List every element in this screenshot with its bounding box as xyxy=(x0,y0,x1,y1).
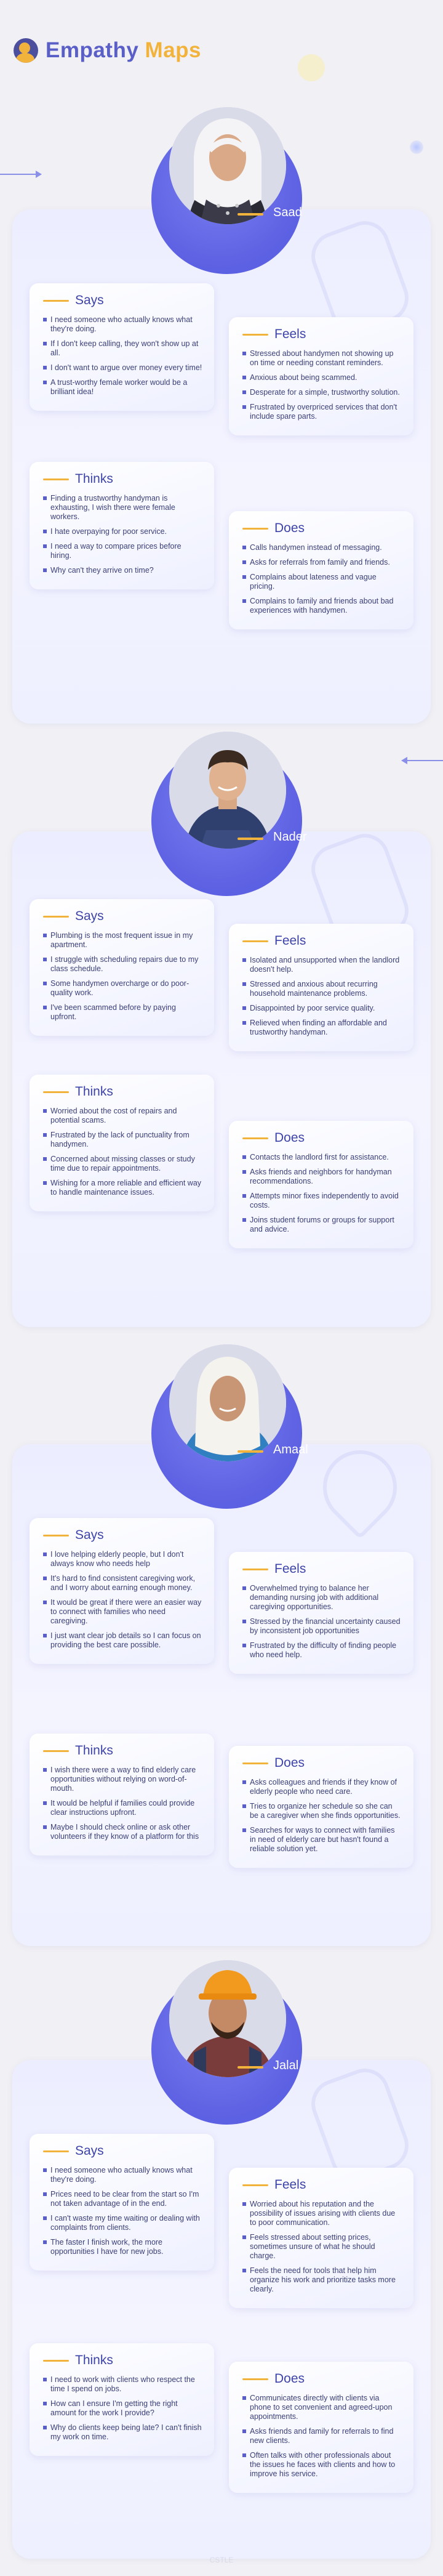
list-item: Some handymen overcharge or do poor-quality work. xyxy=(43,979,203,998)
list-item: It would be great if there were an easier way to connect with families who need caregiving. xyxy=(43,1598,203,1626)
avatar xyxy=(169,1960,286,2077)
list-item: I wish there were a way to find elderly care opportunities without relying on word-of-mouth. xyxy=(43,1766,203,1793)
sun-decoration xyxy=(298,54,325,81)
feels-panel xyxy=(229,317,413,435)
list-item: Calls handymen instead of messaging. xyxy=(242,543,402,552)
thinks-panel xyxy=(30,1734,214,1855)
does-title: Does xyxy=(274,1756,305,1770)
says-panel xyxy=(30,283,214,411)
list-item: I've been scammed before by paying upfront. xyxy=(43,1003,203,1022)
list-item: I need a way to compare prices before hiring. xyxy=(43,542,203,560)
persona-name: Saad xyxy=(273,206,302,219)
list-item: Asks for referrals from family and friends. xyxy=(242,558,402,567)
list-item: Why can't they arrive on time? xyxy=(43,566,203,575)
list-item: The faster I finish work, the more opportunities I have for new jobs. xyxy=(43,2238,203,2256)
list-item: Asks friends and neighbors for handyman recommendations. xyxy=(242,1168,402,1186)
avatar xyxy=(169,1344,286,1461)
feels-panel xyxy=(229,2168,413,2308)
list-item: Wishing for a more reliable and efficient way to handle maintenance issues. xyxy=(43,1179,203,1197)
does-title: Does xyxy=(274,521,305,535)
list-item: I need someone who actually knows what they're doing. xyxy=(43,2166,203,2184)
list-item: I don't want to argue over money every time! xyxy=(43,363,203,373)
says-title: Says xyxy=(75,1528,104,1542)
persona-section-jalal xyxy=(12,1955,431,2576)
list-item: A trust-worthy female worker would be a brilliant idea! xyxy=(43,378,203,397)
persona-name: Jalal xyxy=(273,2059,299,2072)
page-title: Empathy Maps xyxy=(46,38,202,62)
list-item: Isolated and unsupported when the landlord doesn't help. xyxy=(242,956,402,974)
says-title: Says xyxy=(75,909,104,923)
list-item: Anxious about being scammed. xyxy=(242,373,402,382)
thinks-title: Thinks xyxy=(75,1084,113,1099)
list-item: Contacts the landlord first for assistance. xyxy=(242,1153,402,1162)
list-item: Worried about his reputation and the possibility of issues arising with clients due to poor communication. xyxy=(242,2200,402,2227)
list-item: Relieved when finding an affordable and trustworthy handyman. xyxy=(242,1019,402,1037)
says-panel xyxy=(30,2134,214,2271)
feels-title: Feels xyxy=(274,1562,306,1576)
list-item: It's hard to find consistent caregiving work, and I worry about earning enough money. xyxy=(43,1574,203,1593)
avatar xyxy=(169,107,286,224)
list-item: I need someone who actually knows what they're doing. xyxy=(43,315,203,334)
does-panel xyxy=(229,1746,413,1868)
name-accent xyxy=(237,2066,263,2069)
list-item: How can I ensure I'm getting the right amount for the work I provide? xyxy=(43,2399,203,2418)
thinks-title: Thinks xyxy=(75,2353,113,2367)
thinks-panel xyxy=(30,1075,214,1211)
list-item: I just want clear job details so I can focus on providing the best care possible. xyxy=(43,1631,203,1650)
list-item: Complains about lateness and vague pricing. xyxy=(242,573,402,591)
name-accent xyxy=(237,1450,263,1453)
list-item: It would be helpful if families could provide clear instructions upfront. xyxy=(43,1799,203,1817)
feels-title: Feels xyxy=(274,327,306,341)
list-item: If I don't keep calling, they won't show up at all. xyxy=(43,339,203,358)
list-item: Joins student forums or groups for support and advice. xyxy=(242,1216,402,1234)
list-item: Stressed by the financial uncertainty caused by inconsistent job opportunities xyxy=(242,1617,402,1636)
list-item: Disappointed by poor service quality. xyxy=(242,1004,402,1013)
list-item: Feels the need for tools that help him organize his work and prioritize tasks more clearly. xyxy=(242,2266,402,2294)
list-item: Maybe I should check online or ask other volunteers if they know of a platform for this xyxy=(43,1823,203,1841)
list-item: Frustrated by overpriced services that don't include spare parts. xyxy=(242,403,402,421)
persona-section-nader xyxy=(12,727,431,1333)
list-item: I struggle with scheduling repairs due to my class schedule. xyxy=(43,955,203,974)
list-item: I hate overpaying for poor service. xyxy=(43,527,203,536)
feels-title: Feels xyxy=(274,934,306,948)
list-item: Stressed about handymen not showing up on time or needing constant reminders. xyxy=(242,349,402,368)
list-item: Stressed and anxious about recurring household maintenance problems. xyxy=(242,980,402,998)
feels-panel xyxy=(229,924,413,1051)
list-item: Overwhelmed trying to balance her demanding nursing job with additional caregiving opportunities. xyxy=(242,1584,402,1612)
list-item: Worried about the cost of repairs and potential scams. xyxy=(43,1107,203,1125)
list-item: Tries to organize her schedule so she can be a caregiver when she finds opportunities. xyxy=(242,1802,402,1820)
thinks-title: Thinks xyxy=(75,1743,113,1758)
persona-name: Amaal xyxy=(273,1443,308,1456)
list-item: Prices need to be clear from the start so I'm not taken advantage of in the end. xyxy=(43,2190,203,2208)
list-item: Complains to family and friends about bad experiences with handymen. xyxy=(242,597,402,615)
list-item: Why do clients keep being late? I can't finish my work on time. xyxy=(43,2423,203,2442)
does-title: Does xyxy=(274,1131,305,1145)
says-title: Says xyxy=(75,293,104,307)
list-item: Concerned about missing classes or study time due to repair appointments. xyxy=(43,1155,203,1173)
thinks-panel xyxy=(30,462,214,589)
thinks-panel xyxy=(30,2343,214,2456)
logo xyxy=(14,37,201,64)
persona-name: Nader xyxy=(273,830,307,844)
says-title: Says xyxy=(75,2144,104,2158)
thinks-title: Thinks xyxy=(75,472,113,486)
says-panel xyxy=(30,1518,214,1664)
does-panel xyxy=(229,2362,413,2493)
list-item: Finding a trustworthy handyman is exhausting, I wish there were female workers. xyxy=(43,494,203,522)
list-item: Frustrated by the difficulty of finding people who need help. xyxy=(242,1641,402,1660)
list-item: Frustrated by the lack of punctuality from handymen. xyxy=(43,1131,203,1149)
person-icon xyxy=(14,38,38,63)
list-item: Searches for ways to connect with families in need of elderly care but hasn't found a reliable solution yet. xyxy=(242,1826,402,1854)
list-item: Asks friends and family for referrals to find new clients. xyxy=(242,2427,402,2445)
avatar xyxy=(169,732,286,849)
list-item: Plumbing is the most frequent issue in my apartment. xyxy=(43,931,203,950)
list-item: Communicates directly with clients via phone to set convenient and agreed-upon appointments. xyxy=(242,2394,402,2421)
list-item: I need to work with clients who respect the time I spend on jobs. xyxy=(43,2375,203,2394)
watermark: CSTLE xyxy=(209,2556,234,2564)
name-accent xyxy=(237,213,263,216)
list-item: Desperate for a simple, trustworthy solution. xyxy=(242,388,402,397)
persona-section-saad xyxy=(12,105,431,727)
does-panel xyxy=(229,511,413,629)
does-title: Does xyxy=(274,2372,305,2386)
list-item: Often talks with other professionals about the issues he faces with clients and how to improve his service. xyxy=(242,2451,402,2479)
list-item: I love helping elderly people, but I don't always know who needs help xyxy=(43,1550,203,1569)
says-panel xyxy=(30,899,214,1036)
feels-title: Feels xyxy=(274,2178,306,2192)
list-item: Asks colleagues and friends if they know of elderly people who need care. xyxy=(242,1778,402,1796)
does-panel xyxy=(229,1121,413,1248)
persona-section-amaal xyxy=(12,1339,431,1955)
list-item: Attempts minor fixes independently to avoid costs. xyxy=(242,1192,402,1210)
name-accent xyxy=(237,838,263,840)
list-item: Feels stressed about setting prices, sometimes unsure of what he should charge. xyxy=(242,2233,402,2261)
feels-panel xyxy=(229,1552,413,1674)
list-item: I can't waste my time waiting or dealing with complaints from clients. xyxy=(43,2214,203,2232)
